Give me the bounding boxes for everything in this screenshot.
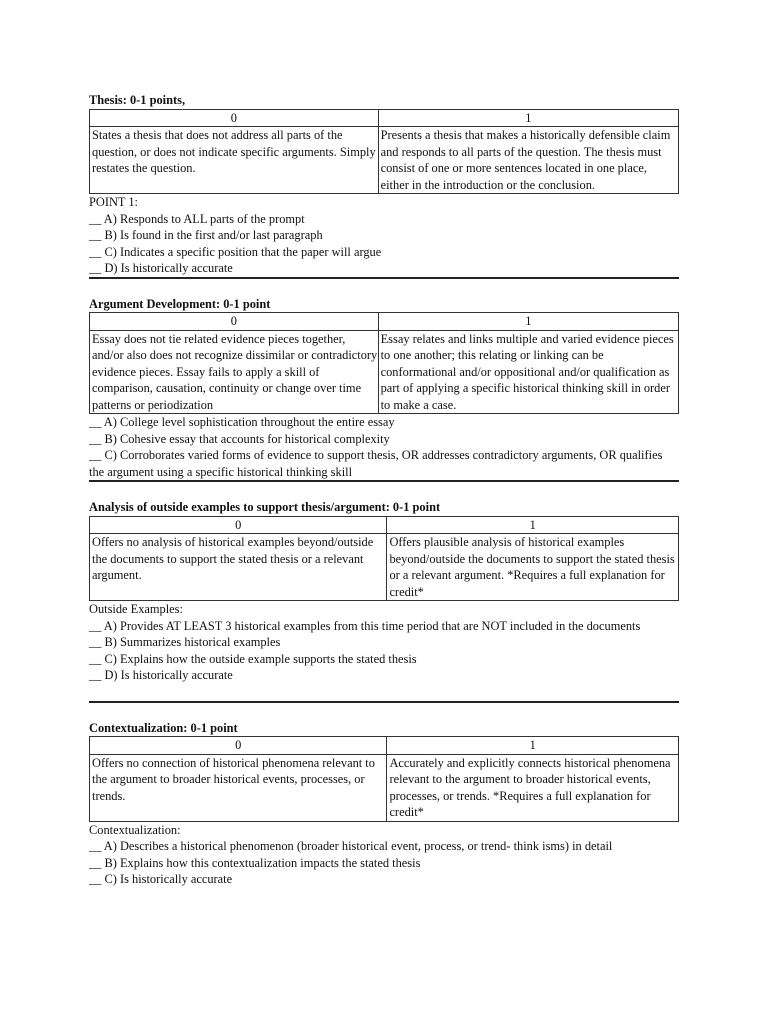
score-1-description: Presents a thesis that makes a historically defensible claim and responds to all parts of the question. The thesis must consist of one or more sentences located in one place, either in the introduction or the conclusion. [378,127,678,194]
section-heading: Contextualization: 0-1 point [89,720,238,735]
score-header-0: 0 [90,313,379,331]
score-table [89,109,679,195]
section-heading: Argument Development: 0-1 point [89,296,271,311]
contextualization-section [89,720,679,888]
score-header-1: 1 [378,109,678,127]
score-1-description: Accurately and explicitly connects historical phenomena relevant to the argument to broader historical events, processes, or trends. *Requires a full explanation for credit* [387,754,679,821]
checklist-item: __ C) Corroborates varied forms of evidence to support thesis, OR addresses contradictory arguments, OR qualifies the argument using a specific historical thinking skill [89,448,663,479]
score-0-description: Offers no connection of historical phenomena relevant to the argument to broader historical events, processes, or trends. [90,754,387,821]
score-header-1: 1 [387,516,679,534]
section-heading: Analysis of outside examples to support thesis/argument: 0-1 point [89,500,441,514]
score-table [89,312,679,414]
score-header-0: 0 [90,737,387,755]
checklist-item: __ B) Summarizes historical examples [89,635,281,649]
checklist-item: __ A) Describes a historical phenomenon (broader historical event, process, or trend- think isms) in detail [89,839,613,853]
argument-development-section [89,296,679,481]
checklist-item: __ C) Indicates a specific position that the paper will argue [89,244,382,259]
score-header-0: 0 [90,516,387,534]
list-title: Outside Examples: [89,602,183,616]
checklist-item: __ B) Cohesive essay that accounts for historical complexity [89,431,390,446]
score-header-1: 1 [378,313,678,331]
score-header-0: 0 [90,109,379,127]
checklist-item: __ A) Responds to ALL parts of the prompt [89,211,305,226]
score-1-description: Essay relates and links multiple and varied evidence pieces to one another; this relating or linking can be conformational and/or oppositional and/or qualification as part of applying a specific historical thinking skill in order to make a case. [378,330,678,414]
score-table [89,516,679,602]
checklist-item: __ A) College level sophistication throughout the entire essay [89,415,395,429]
rubric-page [89,92,679,888]
list-title: Contextualization: [89,822,181,837]
score-1-description: Offers plausible analysis of historical examples beyond/outside the documents to support the stated thesis or a relevant argument. *Requires a full explanation for credit* [387,534,679,601]
checklist-item: __ C) Explains how the outside example supports the stated thesis [89,651,417,666]
thesis-section [89,92,679,277]
checklist-item: __ C) Is historically accurate [89,872,233,886]
score-header-1: 1 [387,737,679,755]
checklist-item: __ A) Provides AT LEAST 3 historical examples from this time period that are NOT included in the documents [89,618,641,633]
score-0-description: States a thesis that does not address all parts of the question, or does not indicate specific arguments. Simply restates the question. [90,127,379,194]
score-table [89,736,679,822]
checklist-item: __ D) Is historically accurate [89,261,233,275]
checklist-item: __ B) Explains how this contextualization impacts the stated thesis [89,855,421,870]
score-0-description: Offers no analysis of historical examples beyond/outside the documents to support the stated thesis or a relevant argument. [90,534,387,601]
score-0-description: Essay does not tie related evidence pieces together, and/or also does not recognize dissimilar or contradictory evidence pieces. Essay fails to apply a skill of comparison, causation, continuity or change over time patterns or periodization [90,330,379,414]
outside-examples-section [89,499,679,684]
list-title: POINT 1: [89,195,138,209]
checklist-item: __ B) Is found in the first and/or last paragraph [89,228,323,242]
section-heading: Thesis: 0-1 points, [89,93,186,107]
checklist-item: __ D) Is historically accurate [89,668,233,682]
